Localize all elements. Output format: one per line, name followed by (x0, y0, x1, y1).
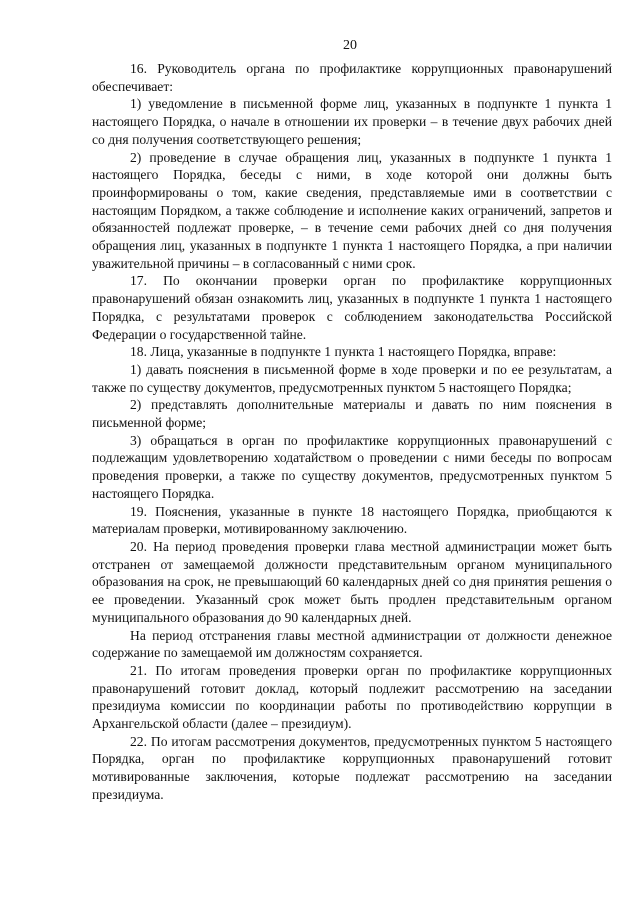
paragraph-18-3: 3) обращаться в орган по профилактике коррупционных правонарушений с подлежащим удовлетворению ходатайством о проведении с ними беседы по вопросам проведения проверки, а также по существу документов, предусмотренных пунктом 5 настоящего Порядка. (92, 432, 612, 501)
paragraph-18-1: 1) давать пояснения в письменной форме в ходе проверки и по ее результатам, а также по существу документов, предусмотренных пунктом 5 настоящего Порядка; (92, 361, 612, 395)
page-number: 20 (343, 38, 357, 53)
paragraph-19: 19. Пояснения, указанные в пункте 18 настоящего Порядка, приобщаются к материалам проверки, мотивированному заключению. (92, 503, 612, 537)
paragraph-21: 21. По итогам проведения проверки орган по профилактике коррупционных правонарушений готовит доклад, который подлежит рассмотрению на заседании президиума комиссии по координации работы по противодействию коррупции в Архангельской области (далее – президиум). (92, 662, 612, 732)
paragraph-16-1: 1) уведомление в письменной форме лиц, указанных в подпункте 1 пункта 1 настоящего Порядка, о начале в отношении их проверки – в течение двух рабочих дней со дня получения соответствующего решения; (92, 96, 612, 147)
paragraph-20-suspension: На период отстранения главы местной администрации от должности денежное содержание по замещаемой им должностям сохраняется. (92, 627, 612, 661)
document-body (92, 60, 612, 804)
paragraph-17: 17. По окончании проверки орган по профилактике коррупционных правонарушений обязан ознакомить лиц, указанных в подпункте 1 пункта 1 настоящего Порядка, с результатами проверок с соблюдением законодательства Российской Федерации о государственной тайне. (92, 273, 612, 342)
paragraph-18: 18. Лица, указанные в подпункте 1 пункта 1 настоящего Порядка, вправе: (130, 344, 557, 360)
paragraph-16-2: 2) проведение в случае обращения лиц, указанных в подпункте 1 пункта 1 настоящего Порядка, беседы с ними, в ходе которой они должны быть проинформированы о том, какие сведения, представляемые ими в соответствии с настоящим Порядком, а также соблюдение и исполнение каких ограничений, запретов и обязанностей подлежат проверке, – в течение семи рабочих дней со дня получения обращения лиц, указанных в подпункте 1 пункта 1 настоящего Порядка, а при наличии уважительной причины – в согласованный с ними срок. (92, 149, 612, 271)
paragraph-20: 20. На период проведения проверки глава местной администрации может быть отстранен от замещаемой должности представительным органом муниципального образования на срок, не превышающий 60 календарных дней со дня принятия решения о ее проведении. Указанный срок может быть продлен представительным органом муниципального образования до 90 календарных дней. (92, 538, 612, 625)
paragraph-18-2: 2) представлять дополнительные материалы и давать по ним пояснения в письменной форме; (92, 397, 612, 431)
paragraph-22: 22. По итогам рассмотрения документов, предусмотренных пунктом 5 настоящего Порядка, орган по профилактике коррупционных правонарушений готовит мотивированные заключения, которые подлежат рассмотрению на заседании президиума. (92, 733, 612, 802)
paragraph-16: 16. Руководитель органа по профилактике коррупционных правонарушений обеспечивает: (92, 61, 612, 94)
